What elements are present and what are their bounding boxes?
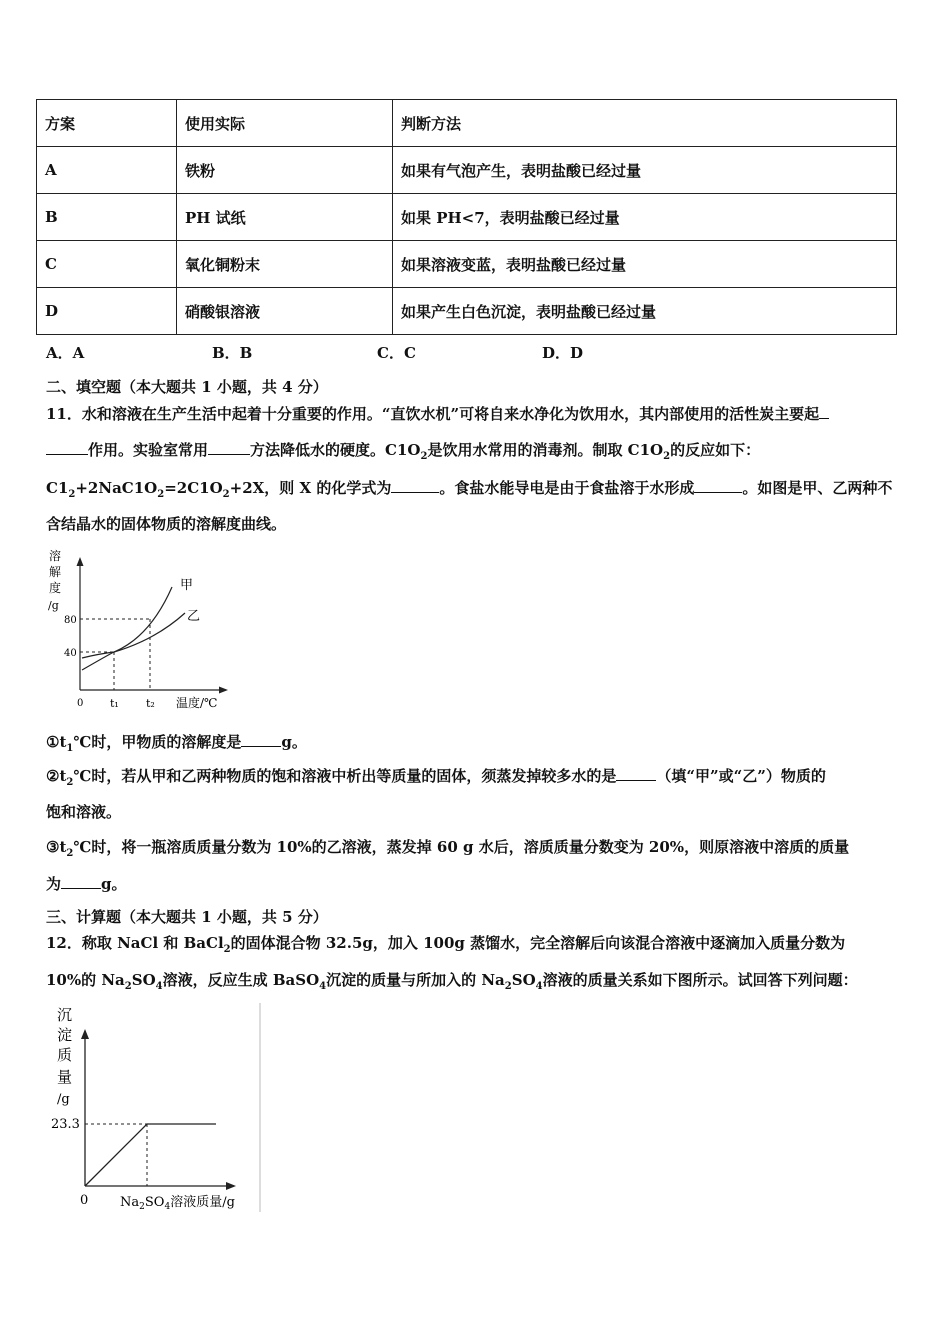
- table-header-cell: 使用实际: [177, 100, 393, 147]
- table-cell: 如果有气泡产生，表明盐酸已经过量: [393, 147, 897, 194]
- chart1-label-jia: 甲: [180, 578, 194, 593]
- section3-title: 三、计算题（本大题共 1 小题，共 5 分）: [46, 908, 328, 926]
- chart2-ylabel-char: 沉: [57, 1006, 73, 1024]
- option-b: B．B: [212, 344, 253, 362]
- table-cell: B: [37, 194, 177, 241]
- chart2-ylabel-char: 质: [57, 1046, 73, 1064]
- table-row: [37, 288, 897, 335]
- chart2-origin: 0: [80, 1193, 89, 1208]
- section2-title: 二、填空题（本大题共 1 小题，共 4 分）: [46, 378, 328, 396]
- q11-line1: 11．水和溶液在生产生活中起着十分重要的作用。“直饮水机”可将自来水净化为饮用水，其内部使用的活性炭主要起: [46, 403, 829, 424]
- precipitate-chart: [40, 1000, 270, 1220]
- table-cell: 如果产生白色沉淀，表明盐酸已经过量: [393, 288, 897, 335]
- table-cell: 如果 PH<7，表明盐酸已经过量: [393, 194, 897, 241]
- chart1-curve-jia: [82, 587, 172, 670]
- q11-sub3: $③t_2℃$时，将一瓶溶质质量分数为 10%的乙溶液，蒸发掉 60 g 水后，溶质质量分数变为 20%，则原溶液中溶质的质量: [46, 838, 850, 859]
- table-row: [37, 194, 897, 241]
- chart2-ytick: 23.3: [51, 1117, 80, 1132]
- table-header-cell: 判断方法: [393, 100, 897, 147]
- solubility-chart: [40, 545, 240, 720]
- q12-line1: 12．称取 NaCl 和 BaCl$_2$的固体混合物 32.5g，加入 100g 蒸馏水，完全溶解后向该混合溶液中逐滴加入质量分数为: [46, 934, 846, 955]
- chart1-yunit: /g: [48, 599, 59, 612]
- chart1-xtick-t1: t₁: [110, 697, 119, 710]
- chart1-ytick-40: 40: [64, 648, 77, 659]
- q11-sub2: $②t_2℃$时，若从甲和乙两种物质的饱和溶液中析出等质量的固体，须蒸发掉较多水的是 （填“甲”或“乙”）物质的: [46, 767, 826, 788]
- q12-line2: 10%的 $Na_2SO_4$溶液，反应生成 BaSO$_4$沉淀的质量与所加入的 $Na_2SO_4$溶液的质量关系如下图所示。试回答下列问题：: [46, 971, 858, 992]
- table-cell: 氧化铜粉末: [177, 241, 393, 288]
- chart1-x-arrow-icon: [219, 687, 228, 694]
- chart2-y-arrow-icon: [81, 1029, 89, 1039]
- chart1-xtick-t2: t₂: [146, 697, 155, 710]
- option-d: D．D: [542, 344, 584, 362]
- option-c: C．C: [377, 344, 416, 362]
- q11-line2: 作用。实验室常用 方法降低水的硬度。$C1O_2$是饮用水常用的消毒剂。制取 $C1O_2$的反应如下：: [46, 439, 760, 462]
- chart2-yunit: /g: [57, 1092, 70, 1107]
- table-row: [37, 241, 897, 288]
- chart2-ylabel-char: 量: [57, 1068, 73, 1086]
- chart1-xlabel: 温度/℃: [176, 696, 218, 710]
- q11-line3: $C1_2+2NaC1O_2=2C1O_2+2X$，则 X 的化学式为 。食盐水能导电是由于食盐溶于水形成 。如图是甲、乙两种不: [46, 479, 893, 500]
- q11-sub3-line2: 为 g。: [46, 875, 127, 893]
- chart1-ylabel-char: 溶: [49, 549, 62, 563]
- chart2-xlabel: $Na_2SO_4$溶液质量/g: [120, 1195, 235, 1212]
- chart2-x-arrow-icon: [226, 1182, 236, 1190]
- table-cell: D: [37, 288, 177, 335]
- scheme-table: [36, 99, 897, 335]
- chart2-ylabel-char: 淀: [57, 1026, 73, 1044]
- table-cell: C: [37, 241, 177, 288]
- chart1-ylabel-char: 解: [49, 565, 62, 579]
- chart1-ytick-80: 80: [64, 615, 77, 626]
- table-cell: PH 试纸: [177, 194, 393, 241]
- q11-sub2-line2: 饱和溶液。: [46, 803, 122, 821]
- chart1-label-yi: 乙: [187, 609, 201, 624]
- chart1-ylabel-char: 度: [49, 581, 62, 595]
- table-header-cell: 方案: [37, 100, 177, 147]
- table-cell: 如果溶液变蓝，表明盐酸已经过量: [393, 241, 897, 288]
- table-row: [37, 147, 897, 194]
- q11-sub1: $①t_1℃$时，甲物质的溶解度是 g。: [46, 733, 307, 754]
- chart1-curve-yi: [82, 613, 185, 658]
- chart2-line: [85, 1124, 216, 1186]
- chart1-y-arrow-icon: [77, 557, 84, 566]
- table-header-row: [37, 100, 897, 147]
- table-cell: 硝酸银溶液: [177, 288, 393, 335]
- chart1-origin: 0: [77, 698, 84, 709]
- table-cell: A: [37, 147, 177, 194]
- q11-line4: 含结晶水的固体物质的溶解度曲线。: [46, 515, 287, 533]
- table-cell: 铁粉: [177, 147, 393, 194]
- option-a: A．A: [46, 344, 85, 362]
